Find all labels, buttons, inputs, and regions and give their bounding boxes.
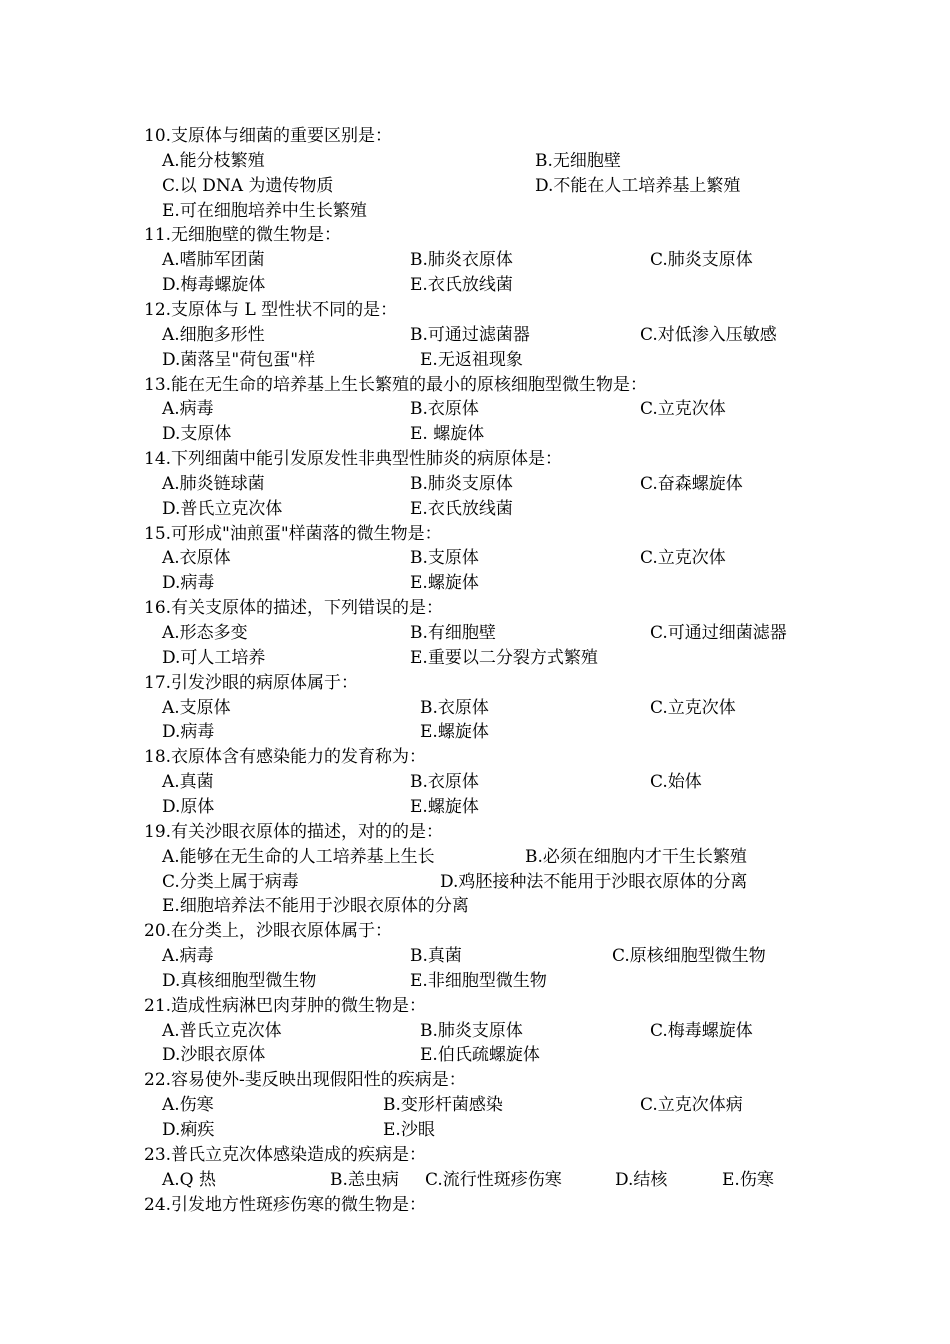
question-16-option: E.重要以二分裂方式繁殖 xyxy=(410,648,598,668)
question-19-option: C.分类上属于病毒 xyxy=(162,872,299,892)
question-16-option: D.可人工培养 xyxy=(162,648,266,668)
question-15-stem: 15.可形成"油煎蛋"样菌落的微生物是： xyxy=(144,524,442,544)
question-22-option: E.沙眼 xyxy=(383,1120,435,1140)
question-22-option: D.痢疾 xyxy=(162,1120,215,1140)
question-23-stem: 23.普氏立克次体感染造成的疾病是： xyxy=(144,1145,427,1165)
question-22-stem: 22.容易使外-斐反映出现假阳性的疾病是： xyxy=(144,1070,466,1090)
question-19-option: B.必须在细胞内才干生长繁殖 xyxy=(525,847,747,867)
question-16-option: A.形态多变 xyxy=(162,623,248,643)
question-22-option: A.伤寒 xyxy=(162,1095,214,1115)
question-12-option: B.可通过滤菌器 xyxy=(410,325,530,345)
question-21-option: D.沙眼衣原体 xyxy=(162,1045,266,1065)
question-18-option: C.始体 xyxy=(650,772,702,792)
question-23-option: A.Q 热 xyxy=(162,1170,217,1190)
question-17-option: E.螺旋体 xyxy=(420,722,489,742)
question-15-option: B.支原体 xyxy=(410,548,479,568)
question-24-stem: 24.引发地方性斑疹伤寒的微生物是： xyxy=(144,1195,427,1215)
question-17-stem: 17.引发沙眼的病原体属于： xyxy=(144,673,359,693)
question-21-option: B.肺炎支原体 xyxy=(420,1021,523,1041)
question-10-option: D.不能在人工培养基上繁殖 xyxy=(535,176,741,196)
question-10-option: E.可在细胞培养中生长繁殖 xyxy=(162,201,367,221)
question-13-stem: 13.能在无生命的培养基上生长繁殖的最小的原核细胞型微生物是： xyxy=(144,375,648,395)
question-11-option: D.梅毒螺旋体 xyxy=(162,275,266,295)
question-20-option: A.病毒 xyxy=(162,946,214,966)
question-13-option: E. 螺旋体 xyxy=(410,424,485,444)
question-19-stem: 19.有关沙眼衣原体的描述，对的的是： xyxy=(144,822,444,842)
question-14-option: C.奋森螺旋体 xyxy=(640,474,743,494)
question-16-option: C.可通过细菌滤器 xyxy=(650,623,787,643)
question-12-option: D.菌落呈"荷包蛋"样 xyxy=(162,350,316,370)
question-19-option: E.细胞培养法不能用于沙眼衣原体的分离 xyxy=(162,896,469,916)
question-20-option: C.原核细胞型微生物 xyxy=(612,946,766,966)
question-10-stem: 10.支原体与细菌的重要区别是： xyxy=(144,126,393,146)
question-11-option: B.肺炎衣原体 xyxy=(410,250,513,270)
question-18-stem: 18.衣原体含有感染能力的发育称为： xyxy=(144,747,427,767)
question-15-option: D.病毒 xyxy=(162,573,215,593)
question-14-option: E.衣氏放线菌 xyxy=(410,499,513,519)
question-13-option: A.病毒 xyxy=(162,399,214,419)
question-10-option: A.能分枝繁殖 xyxy=(162,151,265,171)
question-21-option: E.伯氏疏螺旋体 xyxy=(420,1045,540,1065)
question-13-option: D.支原体 xyxy=(162,424,232,444)
question-11-stem: 11.无细胞壁的微生物是： xyxy=(144,225,342,245)
question-14-option: B.肺炎支原体 xyxy=(410,474,513,494)
question-15-option: A.衣原体 xyxy=(162,548,231,568)
question-14-option: A.肺炎链球菌 xyxy=(162,474,265,494)
question-16-option: B.有细胞壁 xyxy=(410,623,496,643)
question-17-option: C.立克次体 xyxy=(650,698,736,718)
question-10-option: C.以 DNA 为遗传物质 xyxy=(162,176,334,196)
question-21-option: C.梅毒螺旋体 xyxy=(650,1021,753,1041)
question-18-option: B.衣原体 xyxy=(410,772,479,792)
question-18-option: D.原体 xyxy=(162,797,215,817)
question-17-option: A.支原体 xyxy=(162,698,231,718)
question-23-option: D.结核 xyxy=(615,1170,668,1190)
question-18-option: E.螺旋体 xyxy=(410,797,479,817)
question-21-option: A.普氏立克次体 xyxy=(162,1021,282,1041)
question-12-option: E.无返祖现象 xyxy=(420,350,523,370)
question-11-option: A.嗜肺军团菌 xyxy=(162,250,265,270)
question-15-option: E.螺旋体 xyxy=(410,573,479,593)
question-19-option: D.鸡胚接种法不能用于沙眼衣原体的分离 xyxy=(440,872,748,892)
question-23-option: E.伤寒 xyxy=(722,1170,774,1190)
question-23-option: C.流行性斑疹伤寒 xyxy=(425,1170,562,1190)
question-14-stem: 14.下列细菌中能引发原发性非典型性肺炎的病原体是： xyxy=(144,449,563,469)
question-16-stem: 16.有关支原体的描述，下列错误的是： xyxy=(144,598,444,618)
question-17-option: D.病毒 xyxy=(162,722,215,742)
question-20-option: D.真核细胞型微生物 xyxy=(162,971,317,991)
question-20-stem: 20.在分类上，沙眼衣原体属于： xyxy=(144,921,393,941)
question-13-option: C.立克次体 xyxy=(640,399,726,419)
question-20-option: B.真菌 xyxy=(410,946,462,966)
question-14-option: D.普氏立克次体 xyxy=(162,499,283,519)
question-23-option: B.恙虫病 xyxy=(330,1170,399,1190)
question-12-option: A.细胞多形性 xyxy=(162,325,265,345)
question-18-option: A.真菌 xyxy=(162,772,214,792)
question-12-option: C.对低渗入压敏感 xyxy=(640,325,777,345)
question-20-option: E.非细胞型微生物 xyxy=(410,971,547,991)
question-10-option: B.无细胞壁 xyxy=(535,151,621,171)
question-17-option: B.衣原体 xyxy=(420,698,489,718)
question-22-option: C.立克次体病 xyxy=(640,1095,743,1115)
question-15-option: C.立克次体 xyxy=(640,548,726,568)
question-19-option: A.能够在无生命的人工培养基上生长 xyxy=(162,847,435,867)
question-22-option: B.变形杆菌感染 xyxy=(383,1095,503,1115)
question-21-stem: 21.造成性病淋巴肉芽肿的微生物是： xyxy=(144,996,427,1016)
question-13-option: B.衣原体 xyxy=(410,399,479,419)
question-11-option: E.衣氏放线菌 xyxy=(410,275,513,295)
question-12-stem: 12.支原体与 L 型性状不同的是： xyxy=(144,300,398,320)
question-11-option: C.肺炎支原体 xyxy=(650,250,753,270)
